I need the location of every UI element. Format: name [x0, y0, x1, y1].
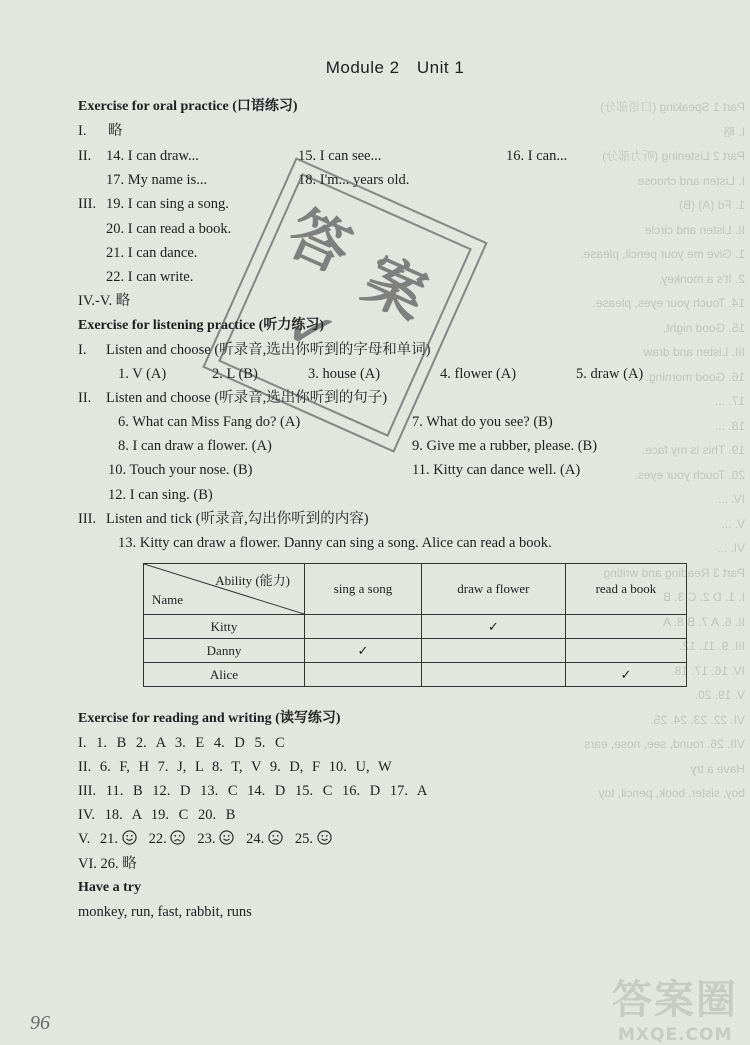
col-header-draw: draw a flower — [421, 564, 565, 615]
oral-14: 14. I can draw... — [106, 148, 199, 164]
tick-cell — [305, 615, 422, 639]
reading-line-i: I. 1. B 2. A 3. E 4. D 5. C — [78, 735, 285, 751]
oral-18: 18. I'm... years old. — [298, 172, 410, 188]
reading-v-num: V. — [78, 831, 91, 847]
reading-line-vi: VI. 26. 略 — [78, 856, 137, 872]
row-name: Danny — [144, 639, 305, 663]
happy-face-icon — [219, 830, 234, 845]
smiley-answers — [94, 831, 338, 847]
stamp-glyph: 答 — [277, 197, 361, 287]
oral-iv-v: IV.-V. 略 — [78, 293, 131, 309]
listen-2: 2. L (B) — [212, 366, 258, 382]
listen-i-text: Listen and choose (听录音,选出你听到的字母和单词) — [106, 342, 431, 358]
table-corner-cell — [144, 564, 305, 615]
listen-ii-text: Listen and choose (听录音,选出你听到的句子) — [106, 390, 388, 406]
smiley-item — [149, 831, 186, 847]
listen-8: 8. I can draw a flower. (A) — [118, 438, 272, 454]
have-a-try-heading: Have a try — [78, 880, 141, 895]
name-header: Name — [152, 592, 184, 607]
listen-ii-num: II. — [78, 390, 92, 406]
happy-face-icon — [122, 830, 137, 845]
smiley-item — [295, 831, 332, 847]
listen-iii-text: Listen and tick (听录音,勾出你听到的内容) — [106, 511, 369, 527]
reading-heading: Exercise for reading and writing (读写练习) — [78, 711, 341, 726]
listen-i-num: I. — [78, 342, 87, 358]
listen-4: 4. flower (A) — [440, 366, 517, 382]
smiley-item — [246, 831, 283, 847]
smiley-item-number: 22. — [148, 831, 171, 847]
ability-header: Ability (能力) — [215, 573, 290, 588]
smiley-item-number: 23. — [197, 831, 220, 847]
smiley-item-number: 25. — [294, 831, 317, 847]
smiley-item-number: 24. — [246, 831, 268, 847]
row-name: Kitty — [144, 615, 305, 639]
tick-cell — [565, 639, 686, 663]
reading-line-iii: III. 11. B 12. D 13. C 14. D 15. C 16. D 17. A — [78, 783, 428, 799]
unit-label: Unit 1 — [416, 58, 465, 77]
oral-16: 16. I can... — [506, 148, 568, 164]
listen-13: 13. Kitty can draw a flower. Danny can sing a song. Alice can read a book. — [118, 535, 552, 551]
oral-19: 19. I can sing a song. — [106, 196, 229, 212]
oral-iii-num: III. — [78, 196, 97, 212]
row-name: Alice — [144, 663, 305, 687]
smiley-item-number: 21. — [99, 831, 122, 847]
listen-1: 1. V (A) — [118, 366, 167, 382]
watermark-url: MXQE.COM — [618, 1025, 733, 1045]
reading-line-v — [78, 830, 338, 848]
sad-face-icon — [170, 830, 185, 845]
listen-7: 7. What do you see? (B) — [412, 414, 553, 430]
listen-3: 3. house (A) — [308, 366, 381, 382]
bleed-through-text: Part 1 Speaking (口语部分) I. 略 Part 2 Listening (听力部分) I. Listen and choose 1. Fd (A) (B) II. Listen and circle 1. Give me your pencil, please. 2. It's a monkey. 14. Touch your eyes, please. 15. Good night. III. Listen and draw 16. Good morning. 17. ... 18. ... 19. This is my face. 20. Touch your eyes. IV. ... V. ... VI. ... Part 3 Reading and writing I. 1. D 2. C 3. B II. 6. A 7. B 8. A III. 9. 11. 12. IV. 16. 17. 18. V. 19. 20. VI. 22. 23. 24. 25. VII. 26. round, see, nose, ears Have a try boy, sister, book, pencil, toy — [580, 100, 745, 800]
listen-6: 6. What can Miss Fang do? (A) — [118, 414, 301, 430]
watermark-logo: 答案圈 — [612, 977, 738, 1023]
oral-20: 20. I can read a book. — [106, 221, 232, 237]
oral-heading: Exercise for oral practice (口语练习) — [78, 99, 298, 114]
oral-i-num: I. — [78, 123, 87, 139]
tick-cell: ✓ — [305, 639, 422, 663]
tick-cell — [421, 663, 565, 687]
smiley-item — [197, 831, 234, 847]
smiley-item — [100, 831, 137, 847]
answer-stamp — [202, 157, 487, 453]
have-a-try-answer: monkey, run, fast, rabbit, runs — [78, 904, 252, 920]
site-watermark — [612, 968, 738, 1045]
tick-cell — [421, 639, 565, 663]
page-title — [0, 58, 750, 78]
oral-15: 15. I can see... — [298, 148, 382, 164]
listening-heading: Exercise for listening practice (听力练习) — [78, 318, 324, 333]
tick-cell: ✓ — [421, 615, 565, 639]
listen-9: 9. Give me a rubber, please. (B) — [412, 438, 598, 454]
stamp-glyph: ✓ — [274, 289, 349, 374]
listen-11: 11. Kitty can dance well. (A) — [412, 462, 581, 478]
listen-12: 12. I can sing. (B) — [108, 487, 213, 503]
oral-22: 22. I can write. — [106, 269, 194, 285]
tick-cell — [305, 663, 422, 687]
reading-line-ii: II. 6. F, H 7. J, L 8. T, V 9. D, F 10. U, W — [78, 759, 392, 775]
col-header-read: read a book — [565, 564, 686, 615]
table-row — [144, 639, 687, 663]
oral-17: 17. My name is... — [106, 172, 208, 188]
listen-iii-num: III. — [78, 511, 97, 527]
oral-21: 21. I can dance. — [106, 245, 198, 261]
sad-face-icon — [268, 830, 283, 845]
stamp-glyph: 案 — [353, 244, 437, 334]
table-header-row — [144, 564, 687, 615]
table-row — [144, 615, 687, 639]
ability-table — [143, 563, 687, 687]
table-row — [144, 663, 687, 687]
reading-line-iv: IV. 18. A 19. C 20. B — [78, 807, 236, 823]
listen-5: 5. draw (A) — [576, 366, 644, 382]
tick-cell: ✓ — [565, 663, 686, 687]
page-number: 96 — [30, 1012, 50, 1034]
listen-10: 10. Touch your nose. (B) — [108, 462, 253, 478]
module-label: Module 2 — [325, 58, 400, 77]
oral-ii-num: II. — [78, 148, 92, 164]
tick-cell — [565, 615, 686, 639]
happy-face-icon — [317, 830, 332, 845]
oral-i-text: 略 — [108, 123, 123, 139]
col-header-sing: sing a song — [305, 564, 422, 615]
